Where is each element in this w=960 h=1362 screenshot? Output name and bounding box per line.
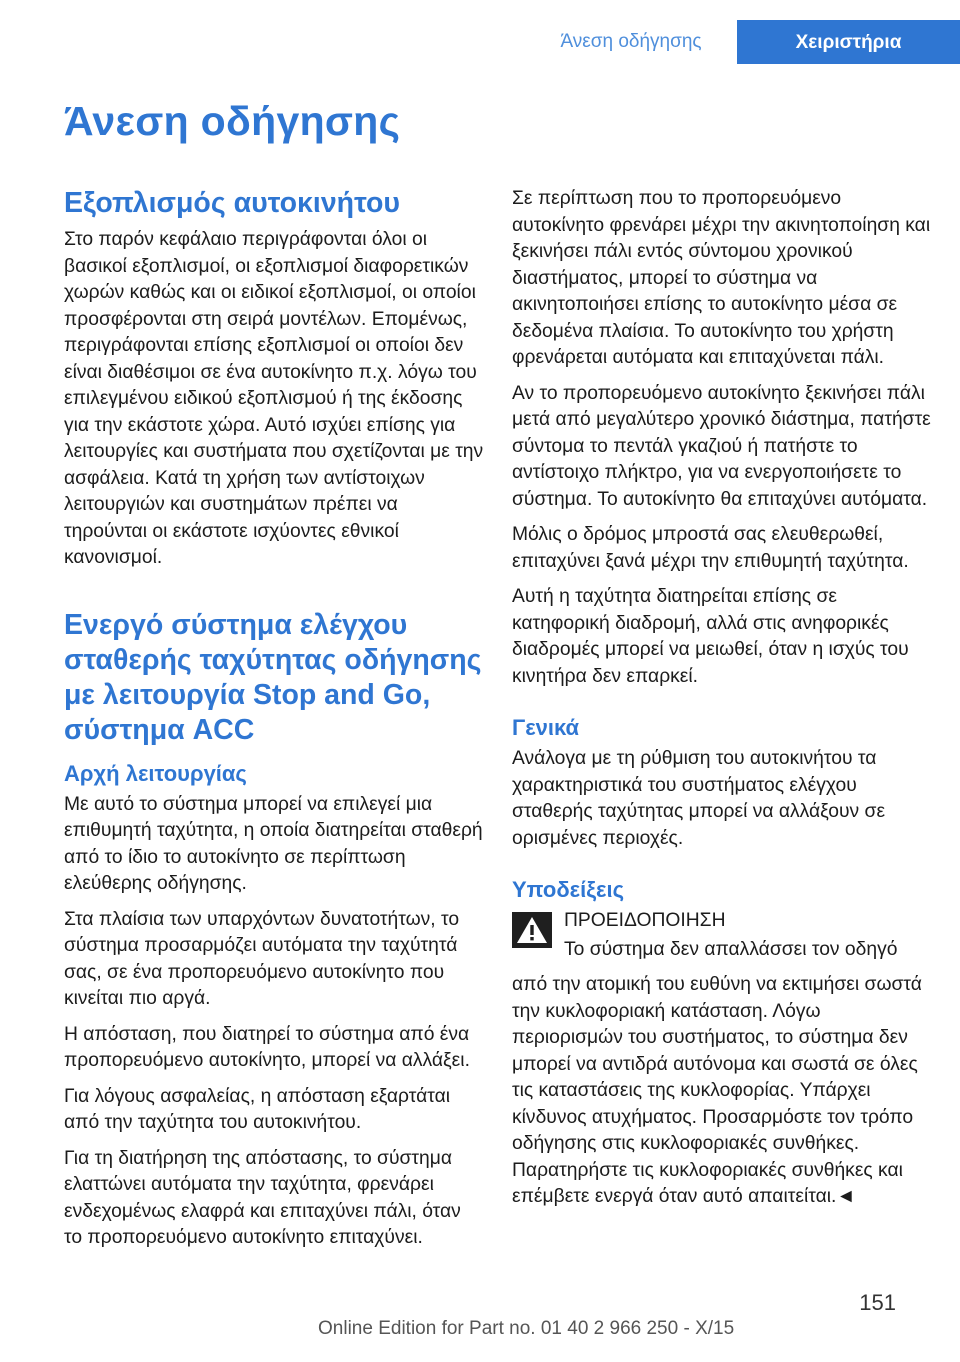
body-paragraph: Για λόγους ασφαλείας, η απόσταση εξαρτάται από την ταχύτητα του αυτοκινήτου.: [64, 1085, 451, 1133]
body-paragraph: Με αυτό το σύστημα μπορεί να επιλεγεί μια επιθυμητή ταχύτητα, η οποία διατηρείται σταθερή από το ίδιο το αυτοκίνητο σε περίπτωση ελεύθερης οδήγησης.: [64, 793, 483, 894]
acc-heading: Ενεργό σύστημα ελέγχου σταθερής ταχύτητας οδήγησης με λειτουργία Stop and Go, σύστημα ACC: [64, 608, 482, 746]
body-paragraph: Στα πλαίσια των υπαρχόντων δυνατοτήτων, το σύστημα προσαρμόζει αυτόματα την ταχύτητά σας, σε ένα προπορευόμενο αυτοκίνητο που κινείται πιο αργά.: [64, 908, 460, 1009]
page-number: 151: [859, 1290, 896, 1315]
header-bar: [0, 0, 960, 68]
general-paragraph: Ανάλογα με τη ρύθμιση του αυτοκινήτου τα χαρακτηριστικά του συστήματος ελέγχου σταθερής ταχύτητας μπορεί να αλλάξουν σε ορισμένες περιοχές.: [512, 748, 886, 849]
equipment-heading: Εξοπλισμός αυτοκινήτου: [64, 187, 401, 219]
warning-lead: Το σύστημα δεν απαλλάσσει τον οδηγό: [564, 938, 898, 960]
general-heading: Γενικά: [512, 715, 580, 740]
page-title: Άνεση οδήγησης: [64, 98, 401, 144]
section-tab[interactable]: Άνεση οδήγησης: [560, 31, 702, 52]
body-paragraph: Αν το προπορευόμενο αυτοκίνητο ξεκινήσει πάλι μετά από μεγαλύτερο χρονικό διάστημα, πατήστε σύντομα το πεντάλ γκαζιού ή πατήστε το αντίστοιχο πλήκτρο, για να ενεργοποιήσετε το σύστημα. Το αυτοκίνητο θα επιταχύνει αυτόματα.: [512, 382, 931, 510]
warning-title: ΠΡΟΕΙΔΟΠΟΙΗΣΗ: [564, 910, 726, 931]
body-paragraph: Μόλις ο δρόμος μπροστά σας ελευθερωθεί, επιταχύνει ξανά μέχρι την επιθυμητή ταχύτητα.: [512, 524, 909, 572]
chapter-tab[interactable]: Χειριστήρια: [737, 20, 960, 64]
principle-heading: Αρχή λειτουργίας: [64, 760, 247, 786]
left-column: [64, 186, 484, 1261]
edition-footer: Online Edition for Part no. 01 40 2 966 250 - X/15: [318, 1318, 735, 1339]
body-paragraph: Η απόσταση, που διατηρεί το σύστημα από ένα προπορευόμενο αυτοκίνητο, μπορεί να αλλάξει.: [64, 1023, 470, 1071]
warning-block: [512, 908, 932, 963]
body-paragraph: Αυτή η ταχύτητα διατηρείται επίσης σε κατηφορική διαδρομή, αλλά στις ανηφορικές διαδρομές μπορεί να μειωθεί, όταν η ισχύς του κινητήρα δεν επαρκεί.: [512, 586, 909, 687]
warning-triangle-icon: [512, 912, 552, 948]
right-column: [512, 186, 932, 1220]
equipment-paragraph: Στο παρόν κεφάλαιο περιγράφονται όλοι οι βασικοί εξοπλισμοί, οι εξοπλισμοί διαφορετικών χωρών καθώς και οι ειδικοί εξοπλισμοί, οι οποίοι προσφέρονται στη σειρά μοντέλων. Επομένως, περιγράφονται επίσης εξοπλισμοί οι οποίοι δεν είναι διαθέσιμοι σε ένα αυτοκίνητο π.χ. λόγω του επιλεγμένου ειδικού εξοπλισμού ή της έκδοσης για την εκάστοτε χώρα. Αυτό ισχύει επίσης για λειτουργίες και συστήματα που σχετίζονται με την ασφάλεια. Κατά τη χρήση των αντίστοιχων λειτουργιών και συστημάτων πρέπει να τηρούνται οι εκάστοτε ισχύοντες εθνικοί κανονισμοί.: [64, 229, 484, 568]
body-paragraph: Σε περίπτωση που το προπορευόμενο αυτοκίνητο φρενάρει μέχρι την ακινητοποίηση και ξεκινήσει πάλι εντός σύντομου χρονικού διαστήματος, μπορεί το σύστημα να ακινητοποιήσει επίσης το αυτοκίνητο μέσα σε δεδομένα πλαίσια. Το αυτοκίνητο του χρήστη φρενάρεται αυτόματα και επιταχύνεται πάλι.: [512, 188, 931, 368]
warning-body: από την ατομική του ευθύνη να εκτιμήσει σωστά την κυκλοφοριακή κατάσταση. Λόγω περιορισμών του συστήματος, το σύστημα δεν μπορεί να αντιδρά αυτόνομα και σωστά σε όλες τις καταστάσεις της κυκλοφορίας. Υπάρχει κίνδυνος ατυχήματος. Προσαρμόστε τον τρόπο οδήγησης στις κυκλοφοριακές συνθήκες. Παρατηρήστε τις κυκλοφοριακές συνθήκες και επέμβετε ενεργά όταν αυτό απαιτείται.◄: [512, 974, 922, 1207]
notes-heading: Υποδείξεις: [512, 877, 625, 902]
body-paragraph: Για τη διατήρηση της απόστασης, το σύστημα ελαττώνει αυτόματα την ταχύτητα, φρενάρει ενδεχομένως ελαφρά και επιταχύνει πάλι, όταν το προπορευόμενο αυτοκίνητο επιταχύνει.: [64, 1147, 461, 1248]
